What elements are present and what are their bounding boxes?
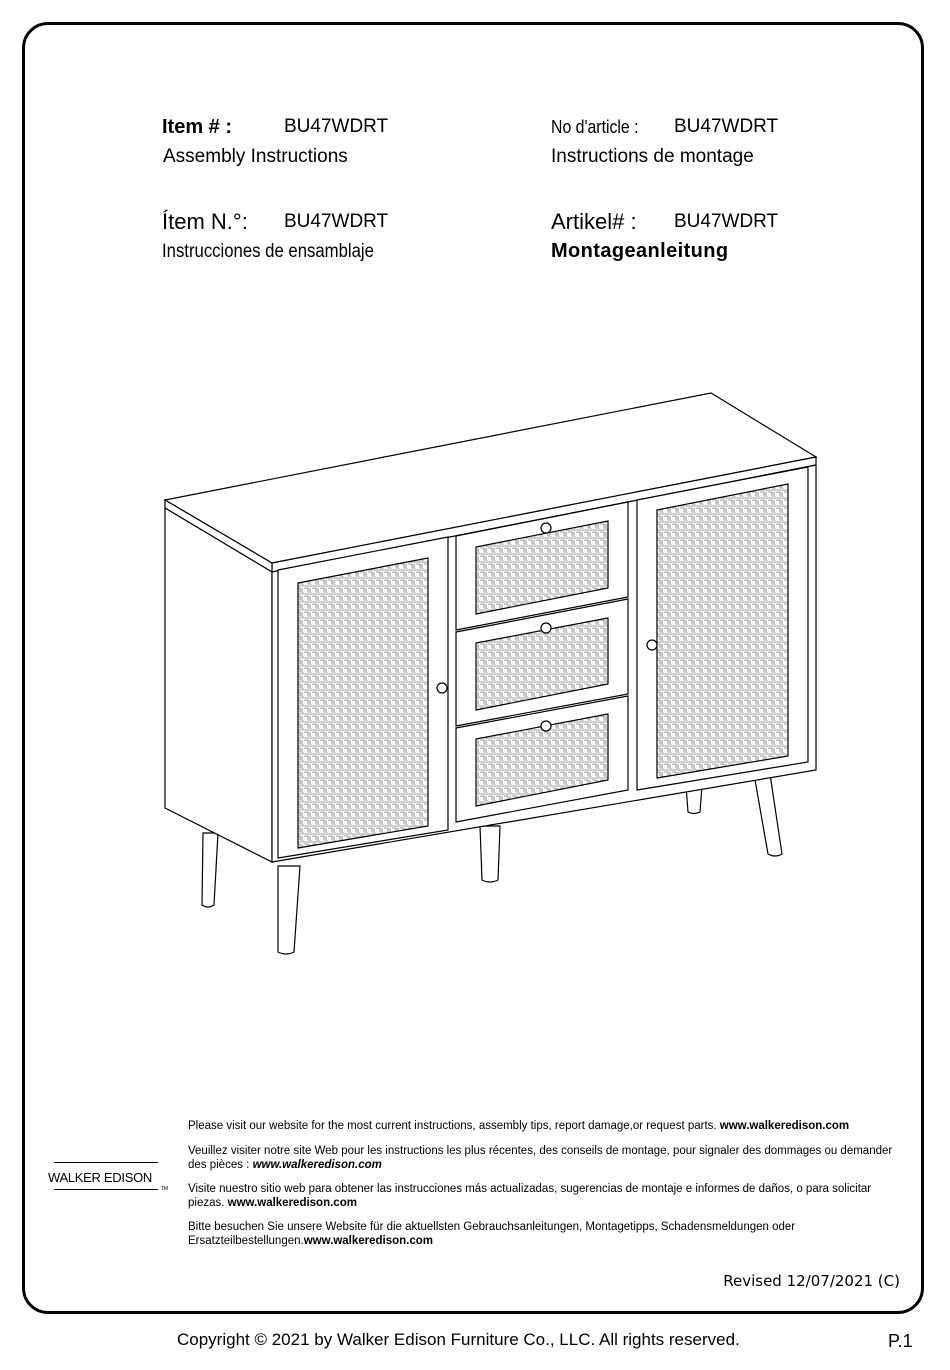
revised-date: Revised 12/07/2021 (C) — [723, 1272, 900, 1290]
info-en — [188, 1119, 900, 1133]
info-fr-text: Veuillez visiter notre site Web pour les instructions les plus récentes, des conseils de montage, pour signaler des dommages ou demander des pièces : — [188, 1145, 893, 1171]
title-de: Montageanleitung — [551, 240, 729, 262]
info-de — [188, 1220, 900, 1248]
info-en-text: Please visit our website for the most current instructions, assembly tips, report damage,or request parts. — [188, 1120, 720, 1132]
page-number: P.1 — [888, 1331, 913, 1351]
item-sku-es: BU47WDRT — [284, 211, 389, 232]
title-en: Assembly Instructions — [163, 146, 348, 167]
logo-tm: TM — [160, 1186, 168, 1192]
walker-edison-logo — [48, 1152, 168, 1192]
item-label-de: Artikel# : — [551, 209, 637, 234]
title-fr: Instructions de montage — [551, 146, 754, 167]
title-es: Instrucciones de ensamblaje — [162, 241, 374, 262]
item-label-es: Ítem N.°: — [162, 209, 248, 234]
copyright: Copyright © 2021 by Walker Edison Furniture Co., LLC. All rights reserved. — [177, 1330, 740, 1349]
info-es-text: Visite nuestro sitio web para obtener las instrucciones más actualizadas, sugerencias de montaje e informes de daños, o para solicitar piezas. — [188, 1183, 872, 1209]
website-link-fr[interactable]: www.walkeredison.com — [252, 1159, 382, 1171]
website-link-es[interactable]: www.walkeredison.com — [227, 1197, 357, 1209]
info-es — [188, 1182, 900, 1210]
info-fr — [188, 1144, 900, 1172]
website-link-en[interactable]: www.walkeredison.com — [719, 1120, 850, 1132]
item-sku-fr: BU47WDRT — [674, 116, 779, 137]
info-de-text: Bitte besuchen Sie unsere Website für die aktuellsten Gebrauchsanleitungen, Montagetipps, Schadensmeldungen oder Ersatzteilbestellungen. — [188, 1221, 796, 1247]
item-sku-de: BU47WDRT — [674, 211, 779, 232]
website-link-de[interactable]: www.walkeredison.com — [303, 1235, 434, 1247]
item-label-en: Item # : — [162, 116, 233, 138]
logo-text: WALKER EDISON — [48, 1170, 152, 1185]
item-sku-en: BU47WDRT — [284, 116, 389, 137]
item-label-fr: No d'article : — [551, 117, 639, 137]
